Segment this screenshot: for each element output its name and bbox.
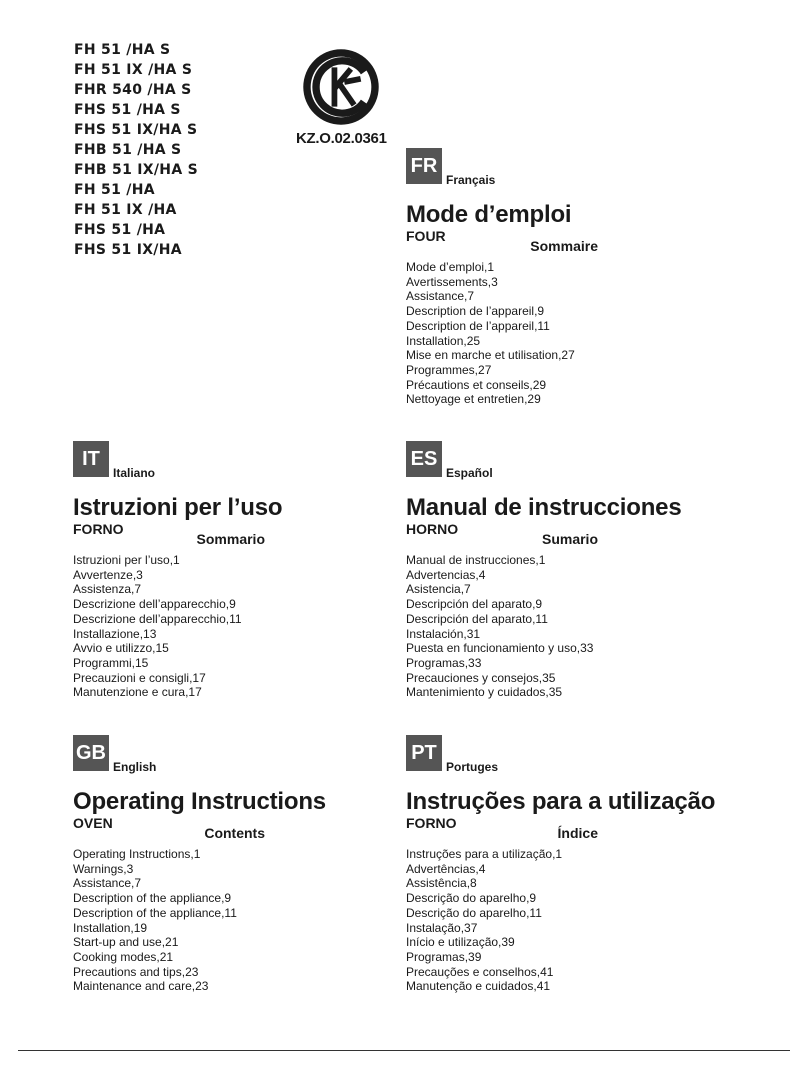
toc-item: Mise en marche et utilisation,27: [406, 348, 575, 363]
toc-item: Programmes,27: [406, 362, 492, 377]
model-number: FH 51 /HA: [74, 182, 155, 198]
table-of-contents: [73, 847, 237, 994]
toc-item: Avertissements,3: [406, 274, 498, 289]
toc-item: Descrizione dell’apparecchio,9: [73, 597, 236, 612]
model-number: FHS 51 IX/HA: [74, 242, 182, 258]
appliance-type: FORNO: [406, 815, 457, 831]
model-number: FH 51 IX /HA: [74, 202, 177, 218]
toc-item: Installazione,13: [73, 626, 157, 641]
model-number: FH 51 IX /HA S: [74, 62, 193, 78]
model-number: FHS 51 /HA S: [74, 102, 181, 118]
language-name: Français: [446, 173, 496, 187]
contents-heading: Índice: [557, 825, 598, 841]
model-number: FH 51 /HA S: [74, 42, 171, 58]
toc-item: Avvio e utilizzo,15: [73, 641, 169, 656]
toc-item: Cooking modes,21: [73, 949, 174, 964]
manual-title: Operating Instructions: [73, 788, 326, 815]
toc-item: Programas,39: [406, 949, 482, 964]
contents-heading: Contents: [204, 825, 265, 841]
table-of-contents: [406, 553, 593, 700]
toc-item: Instalación,31: [406, 626, 481, 641]
appliance-type: FORNO: [73, 521, 124, 537]
manual-title: Manual de instrucciones: [406, 494, 682, 521]
toc-item: Manutenção e cuidados,41: [406, 979, 551, 994]
toc-item: Description de l’appareil,11: [406, 318, 550, 333]
model-number: FHB 51 /HA S: [74, 142, 182, 158]
toc-item: Description of the appliance,9: [73, 891, 232, 906]
appliance-type: HORNO: [406, 521, 459, 537]
toc-item: Puesta en funcionamiento y uso,33: [406, 641, 594, 656]
appliance-type: OVEN: [73, 815, 113, 831]
toc-item: Description de l’appareil,9: [406, 304, 545, 319]
language-code-badge: GB: [73, 735, 109, 771]
toc-item: Advertencias,4: [406, 567, 486, 582]
language-code-badge: ES: [406, 441, 442, 477]
table-of-contents: [73, 553, 242, 700]
toc-item: Manutenzione e cura,17: [73, 685, 202, 700]
toc-item: Mode d’emploi,1: [406, 260, 495, 274]
toc-item: Início e utilização,39: [406, 935, 515, 950]
language-code-badge: FR: [406, 148, 442, 184]
toc-item: Nettoyage et entretien,29: [406, 392, 541, 407]
language-name: Español: [446, 466, 493, 480]
toc-item: Assistenza,7: [73, 582, 142, 597]
toc-item: Descripción del aparato,9: [406, 597, 543, 612]
model-number: FHS 51 /HA: [74, 222, 166, 238]
toc-item: Operating Instructions,1: [73, 847, 201, 861]
manual-title: Instruções para a utilização: [406, 788, 716, 815]
toc-item: Descrição do aparelho,9: [406, 891, 537, 906]
toc-item: Precauciones y consejos,35: [406, 670, 556, 685]
table-of-contents: [406, 847, 562, 994]
certification-logo-icon: [300, 46, 382, 128]
toc-item: Descrizione dell’apparecchio,11: [73, 611, 242, 626]
toc-item: Instruções para a utilização,1: [406, 847, 563, 861]
contents-heading: Sommario: [196, 531, 265, 547]
toc-item: Instalação,37: [406, 920, 478, 935]
toc-item: Descripción del aparato,11: [406, 611, 548, 626]
toc-item: Avvertenze,3: [73, 567, 143, 582]
toc-item: Start-up and use,21: [73, 935, 179, 950]
toc-item: Description of the appliance,11: [73, 905, 237, 920]
toc-item: Precauzioni e consigli,17: [73, 670, 206, 685]
toc-item: Maintenance and care,23: [73, 979, 209, 994]
toc-item: Programas,33: [406, 655, 482, 670]
toc-item: Mantenimiento y cuidados,35: [406, 685, 563, 700]
language-name: Italiano: [113, 466, 156, 480]
appliance-type: FOUR: [406, 228, 446, 244]
toc-item: Assistance,7: [73, 876, 142, 891]
manual-title: Mode d’emploi: [406, 201, 572, 228]
toc-item: Précautions et conseils,29: [406, 377, 547, 392]
language-name: Portuges: [446, 760, 499, 774]
toc-item: Precauções e conselhos,41: [406, 964, 554, 979]
toc-item: Assistance,7: [406, 289, 475, 304]
language-name: English: [113, 760, 157, 774]
language-code-badge: IT: [73, 441, 109, 477]
table-of-contents: [406, 260, 575, 407]
manual-title: Istruzioni per l’uso: [73, 494, 283, 521]
toc-item: Programmi,15: [73, 655, 149, 670]
contents-heading: Sumario: [541, 531, 598, 547]
toc-item: Advertências,4: [406, 861, 486, 876]
language-code-badge: PT: [406, 735, 442, 771]
model-number: FHB 51 IX/HA S: [74, 162, 199, 178]
toc-item: Warnings,3: [73, 861, 134, 876]
toc-item: Descrição do aparelho,11: [406, 905, 542, 920]
contents-heading: Sommaire: [530, 238, 598, 254]
toc-item: Installation,25: [406, 333, 481, 348]
certification-number: KZ.O.02.0361: [296, 130, 387, 147]
model-number: FHS 51 IX/HA S: [74, 122, 198, 138]
toc-item: Precautions and tips,23: [73, 964, 199, 979]
toc-item: Manual de instrucciones,1: [406, 553, 546, 567]
toc-item: Istruzioni per l’uso,1: [73, 553, 180, 567]
toc-item: Installation,19: [73, 920, 148, 935]
footer-divider: [18, 1050, 790, 1051]
model-number: FHR 540 /HA S: [74, 82, 192, 98]
toc-item: Assistência,8: [406, 876, 477, 891]
model-list: [74, 40, 198, 260]
toc-item: Asistencia,7: [406, 582, 471, 597]
